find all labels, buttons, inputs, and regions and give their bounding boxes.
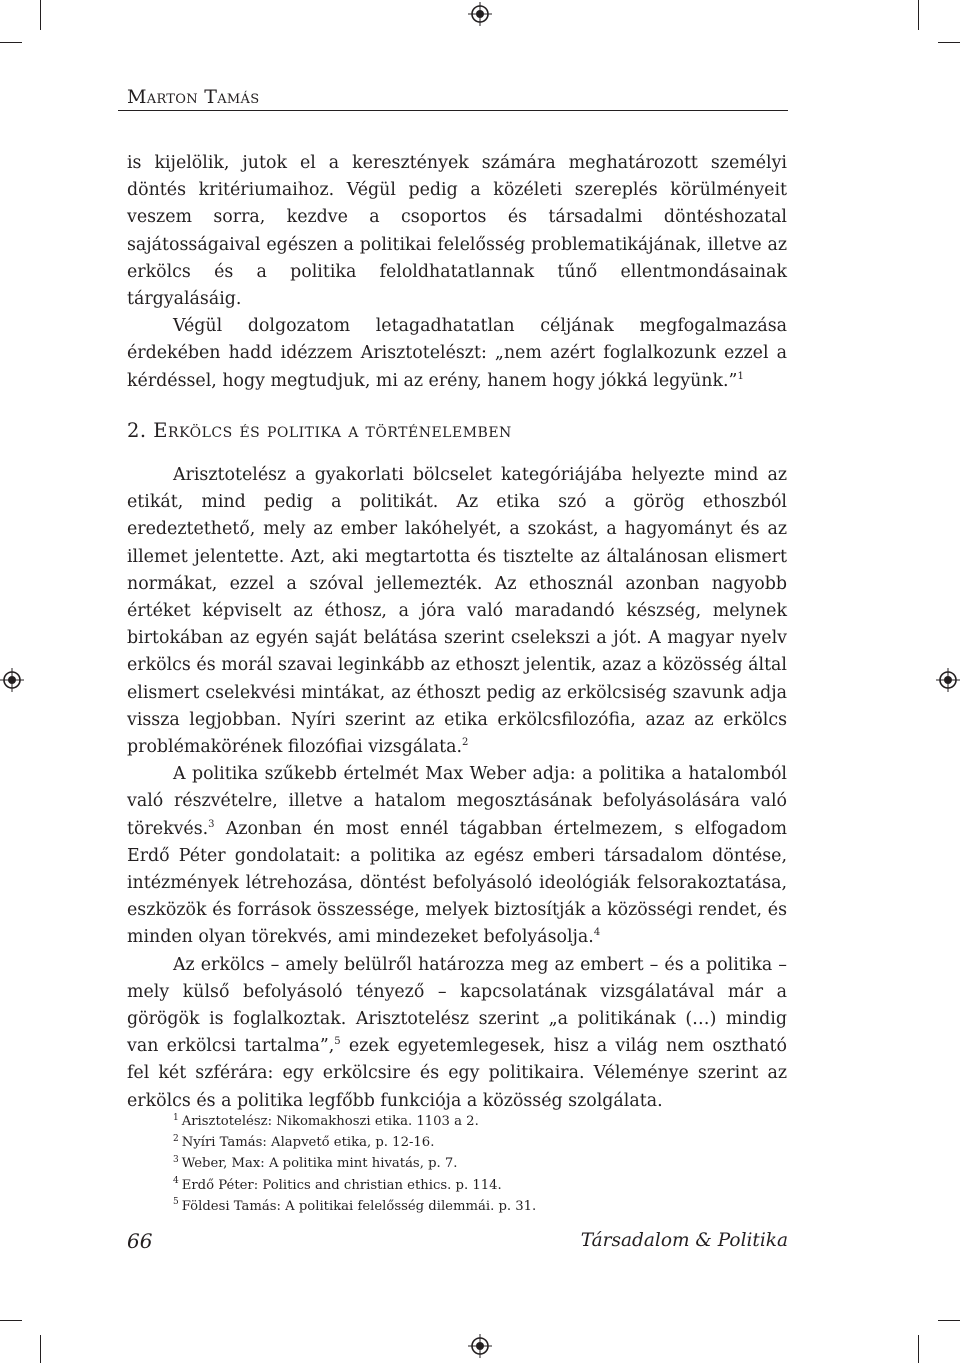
- paragraph: is kijelölik, jutok el a keresztények számára meghatározott személyi döntés kritériumaihoz. Végül pedig a közéleti szereplés körülményeit veszem sorra, kezdve a csoportos és társadalmi döntéshozatal sajátosságaival egészen a politikai felelősség problematikájának, illetve az erkölcs és a politika feloldhatatlannak tűnő ellentmondásainak tárgyalásáig.: [127, 153, 787, 310]
- crop-mark: [918, 0, 919, 30]
- footnote-ref: 5: [334, 1036, 341, 1048]
- paragraph: A politika szűkebb értelmét Max Weber adja: a politika a hatalomból való részvételre, illetve a hatalom megosztásának befolyásolására való törekvés.$^3$ Azonban én most ennél tágabban értelmezem, s elfogadom Erdő Péter gondolatait: a politika az egész emberi társadalom döntése, intézmények létrehozása, döntést befolyásoló ideológiák felsorakoztatása, eszközök és források összessége, melyek biztosítják a közösségi rendet, és minden olyan törekvés, ami mindezeket befolyásolja.$^4$: [127, 764, 787, 948]
- crop-mark: [938, 42, 960, 43]
- paragraph: Az erkölcs – amely belülről határozza meg az embert – és a politika – mely külső befolyásoló tényező – kapcsolatának vizsgálatával már a görögök is foglalkoztak. Arisztotelész szerint „a politikának (…) mindig van erkölcsi tartalma”,$^5$ ezek egyetemlegesek, hisz a világ nem osztható fel két szférára: egy erkölcsire és egy politikaira. Véleménye szerint az erkölcs és a politika legfőbb funkciója a közösség szolgálata.: [127, 954, 787, 1111]
- section-heading: 2. Erkölcs és politika a történelemben: [127, 419, 512, 442]
- registration-mark-icon: [468, 2, 492, 26]
- crop-mark: [918, 1335, 919, 1363]
- crop-mark: [40, 0, 41, 30]
- footnote: $^4$ Erdő Péter: Politics and christian ethics. p. 114.: [173, 1176, 502, 1193]
- crop-mark: [0, 42, 22, 43]
- footnotes: [173, 1111, 773, 1217]
- footnote-ref: 1: [737, 370, 744, 382]
- section-body: [127, 462, 787, 1115]
- header-rule: [118, 110, 788, 111]
- crop-mark: [938, 1320, 960, 1321]
- crop-mark: [0, 1320, 22, 1321]
- footnote: $^3$ Weber, Max: A politika mint hivatás, p. 7.: [173, 1155, 458, 1172]
- footnote: $^1$ Arisztotelész: Nikomakhoszi etika. 1103 a 2.: [173, 1112, 479, 1129]
- crop-mark: [40, 1335, 41, 1363]
- footnote-ref: 3: [208, 818, 215, 830]
- intro-text: [127, 150, 787, 395]
- footnote-ref: 2: [462, 737, 469, 749]
- registration-mark-icon: [0, 668, 24, 692]
- running-head: Marton Tamás: [127, 86, 260, 108]
- footnote: $^5$ Földesi Tamás: A politikai felelősség dilemmái. p. 31.: [173, 1197, 537, 1214]
- footnote-ref: 4: [593, 927, 601, 939]
- registration-mark-icon: [936, 668, 960, 692]
- journal-title: Társadalom & Politika: [580, 1230, 788, 1251]
- paragraph: Arisztotelész a gyakorlati bölcselet kategóriájába helyezte mind az etikát, mind pedig a politikát. Az etika szó a görög ethoszból eredeztethető, mely az ember lakóhelyét, a szokást, a hagyományt és az illemet jelentette. Azt, aki megtartotta és tisztelte az általánosan elismert normákat, ezzel a szóval jellemezték. Az ethosznál azonban nagyobb értéket képviselt az éthosz, a jóra való maradandó készség, melynek birtokában az egyén saját belátása szerint cselekszi a jót. A magyar nyelv erkölcs és morál szavai leginkább az ethoszt jelentik, azaz a közösség által elismert cselekvési mintákat, az éthoszt pedig az erkölcsiség szavunk adja vissza legjobban. Nyíri szerint az etika erkölcsfilozófia, azaz az erkölcs problémakörének filozófiai vizsgálata.$^2$: [127, 465, 787, 758]
- footnote: $^2$ Nyíri Tamás: Alapvető etika, p. 12-16.: [173, 1133, 435, 1151]
- page-number: 66: [127, 1229, 153, 1253]
- registration-mark-icon: [468, 1334, 492, 1358]
- paragraph: Végül dolgozatom letagadhatatlan céljának megfogalmazása érdekében hadd idézzem Arisztotelészt: „nem azért foglalkozunk ezzel a kérdéssel, hogy megtudjuk, mi az erény, hanem hogy jókká legyünk.”$^1$: [127, 316, 787, 391]
